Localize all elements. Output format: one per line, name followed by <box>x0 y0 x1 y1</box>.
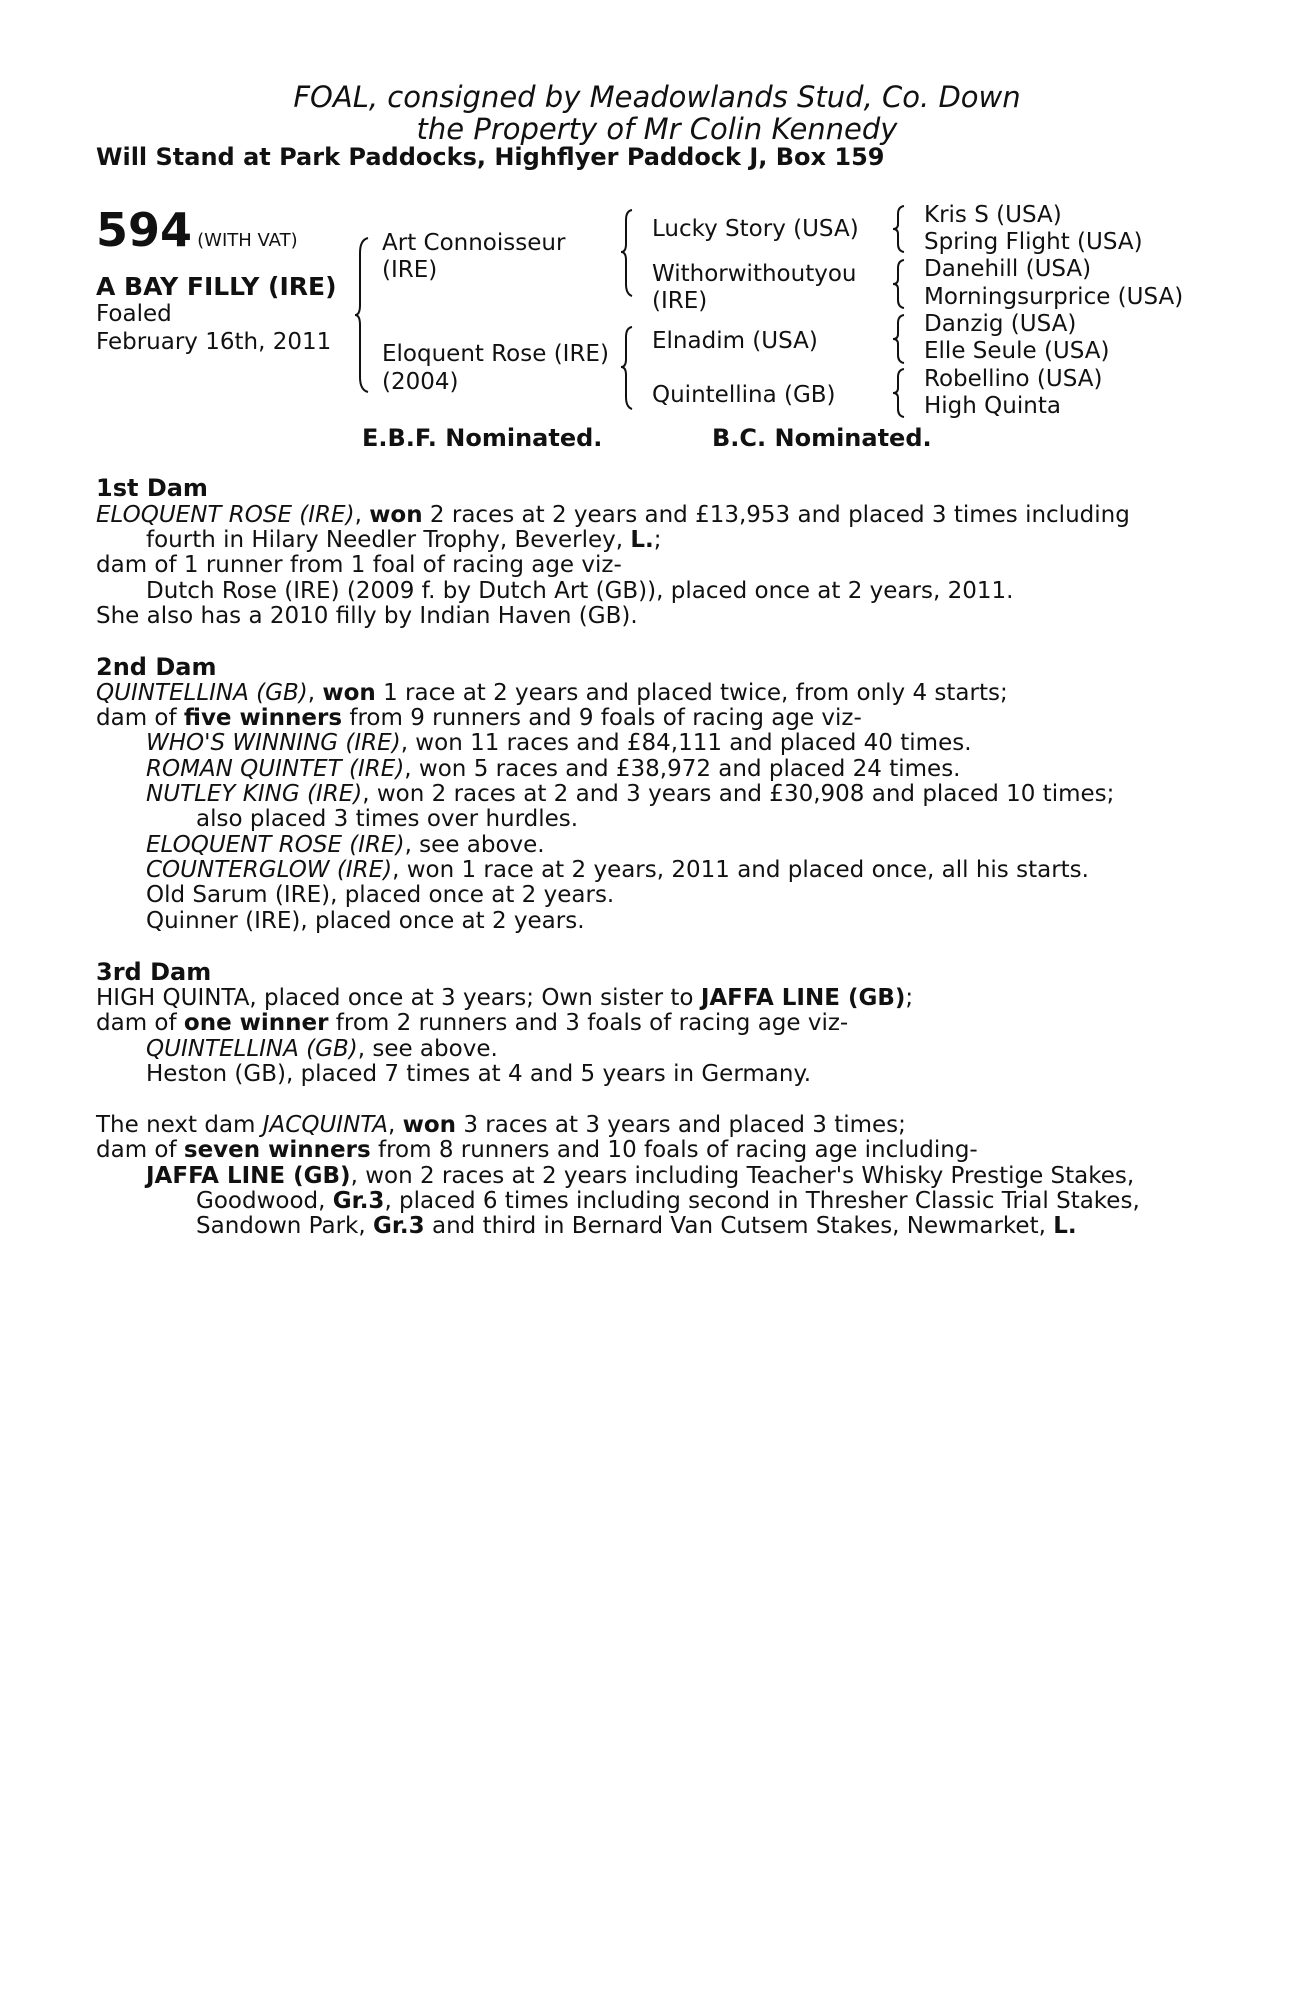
consignor-line: FOAL, consigned by Meadowlands Stud, Co. Down <box>293 80 1021 114</box>
sire-dam-name: Withorwithoutyou <box>652 261 857 287</box>
listed-label: L. <box>1053 1213 1077 1239</box>
horse-name: NUTLEY KING (IRE) <box>146 781 363 807</box>
horse-name: ELOQUENT ROSE (IRE) <box>146 832 405 858</box>
line-text: , won 1 race at 2 years, 2011 and placed once, all his starts. <box>392 857 1089 883</box>
line-text: , placed 6 times including second in Thresher Classic Trial Stakes, <box>384 1188 1140 1214</box>
horse-name: JACQUINTA <box>262 1112 388 1138</box>
horse-name: ELOQUENT ROSE (IRE) <box>96 502 355 528</box>
first-dam-line-3: dam of 1 runner from 1 foal of racing age viz- <box>96 552 622 578</box>
ebf-nominated: E.B.F. Nominated. <box>362 424 603 452</box>
first-dam-line-4: Dutch Rose (IRE) (2009 f. by Dutch Art (GB)), placed once at 2 years, 2011. <box>146 578 1014 604</box>
sire-sire-dam: Spring Flight (USA) <box>924 229 1143 255</box>
line-text: , won 2 races at 2 years including Teacher's Whisky Prestige Stakes, <box>350 1163 1135 1189</box>
pedigree-brace-main <box>354 235 374 395</box>
second-dam-title: 2nd Dam <box>96 653 217 681</box>
line-text: HIGH QUINTA, placed once at 3 years; Own sister to <box>96 985 701 1011</box>
group-label: Gr.3 <box>372 1213 425 1239</box>
brace-elnadim <box>892 313 908 365</box>
foaled-label: Foaled <box>96 301 172 327</box>
line-text: dam of <box>96 705 184 731</box>
line-text: , won 11 races and £84,111 and placed 40 times. <box>400 730 972 756</box>
line-text: dam of <box>96 1137 184 1163</box>
separator: , <box>387 1112 403 1138</box>
horse-name: QUINTELLINA (GB) <box>96 680 308 706</box>
sire-sire: Lucky Story (USA) <box>652 216 859 242</box>
group-label: Gr.3 <box>332 1188 385 1214</box>
second-dam-line-9: Old Sarum (IRE), placed once at 2 years. <box>146 882 615 908</box>
first-dam-line-5: She also has a 2010 filly by Indian Haven (GB). <box>96 603 638 629</box>
dam-sire-sire: Danzig (USA) <box>924 311 1077 337</box>
line-text: 1 race at 2 years and placed twice, from only 4 starts; <box>375 680 1008 706</box>
next-dam-line-2 <box>96 1137 978 1163</box>
horse-name: ROMAN QUINTET (IRE) <box>146 756 405 782</box>
won-label: won <box>369 502 423 528</box>
sire-sire-sire: Kris S (USA) <box>924 202 1062 228</box>
second-dam-line-3 <box>146 730 972 756</box>
dam-dam-sire: Robellino (USA) <box>924 366 1103 392</box>
next-dam-line-5 <box>196 1213 1077 1239</box>
second-dam-line-1 <box>96 680 1008 706</box>
line-text: , see above. <box>404 832 545 858</box>
sire-name: Art Connoisseur <box>382 230 566 256</box>
line-text: fourth in Hilary Needler Trophy, Beverley, <box>146 527 631 553</box>
first-dam-line-2 <box>146 527 662 553</box>
line-text: dam of <box>96 1010 184 1036</box>
separator: , <box>307 680 323 706</box>
line-text: and third in Bernard Van Cutsem Stakes, Newmarket, <box>424 1213 1054 1239</box>
horse-name: COUNTERGLOW (IRE) <box>146 857 393 883</box>
first-dam-title: 1st Dam <box>96 474 208 502</box>
sire-dam-country: (IRE) <box>652 288 708 314</box>
dam-dam: Quintellina (GB) <box>652 382 836 408</box>
first-dam-line-1 <box>96 502 1130 528</box>
next-dam-line-1 <box>96 1112 906 1138</box>
listed-label: L. <box>630 527 654 553</box>
line-text: from 8 runners and 10 foals of racing age including- <box>370 1137 978 1163</box>
second-dam-line-5 <box>146 781 1114 807</box>
second-dam-line-4 <box>146 756 961 782</box>
second-dam-line-2 <box>96 705 862 731</box>
dam-dam-dam: High Quinta <box>924 393 1061 419</box>
brace-lucky-story <box>892 204 908 254</box>
winners-count: one winner <box>183 1010 329 1036</box>
next-dam-line-4 <box>196 1188 1140 1214</box>
third-dam-line-1 <box>96 985 913 1011</box>
line-text: , won 2 races at 2 and 3 years and £30,908 and placed 10 times; <box>362 781 1115 807</box>
pedigree-brace-sire <box>620 208 636 298</box>
third-dam-line-2 <box>96 1010 848 1036</box>
line-text: 2 races at 2 years and £13,953 and placed 3 times including <box>422 502 1130 528</box>
line-text: , won 5 races and £38,972 and placed 24 times. <box>404 756 961 782</box>
brace-withorwithoutyou <box>892 258 908 310</box>
foaled-date: February 16th, 2011 <box>96 329 332 355</box>
third-dam-line-3 <box>146 1036 498 1062</box>
line-text: from 2 runners and 3 foals of racing age viz- <box>328 1010 849 1036</box>
line-text: The next dam <box>96 1112 263 1138</box>
line-text: 3 races at 3 years and placed 3 times; <box>456 1112 906 1138</box>
separator: , <box>354 502 370 528</box>
line-text: Goodwood, <box>196 1188 333 1214</box>
next-dam-line-3 <box>146 1163 1134 1189</box>
dam-sire-dam: Elle Seule (USA) <box>924 338 1110 364</box>
property-line: the Property of Mr Colin Kennedy <box>416 112 898 146</box>
dam-name: Eloquent Rose (IRE) <box>382 341 609 367</box>
horse-name: WHO'S WINNING (IRE) <box>146 730 401 756</box>
dam-sire: Elnadim (USA) <box>652 328 818 354</box>
sire-country: (IRE) <box>382 257 438 283</box>
pedigree-brace-dam <box>620 325 636 410</box>
sire-dam-dam: Morningsurprice (USA) <box>924 284 1184 310</box>
lot-name: A BAY FILLY (IRE) <box>96 272 337 301</box>
second-dam-line-7 <box>146 832 545 858</box>
third-dam-title: 3rd Dam <box>96 958 212 986</box>
won-label: won <box>322 680 376 706</box>
vat-note: (WITH VAT) <box>197 230 298 251</box>
horse-name: QUINTELLINA (GB) <box>146 1036 358 1062</box>
horse-name: JAFFA LINE (GB) <box>700 985 906 1011</box>
won-label: won <box>402 1112 457 1138</box>
line-text: , see above. <box>357 1036 498 1062</box>
winners-count: seven winners <box>183 1137 371 1163</box>
lot-heading <box>96 203 298 257</box>
line-text: Sandown Park, <box>196 1213 373 1239</box>
brace-quintellina <box>892 367 908 419</box>
second-dam-line-6: also placed 3 times over hurdles. <box>196 806 579 832</box>
line-text: ; <box>653 527 662 553</box>
dam-year: (2004) <box>382 369 459 395</box>
line-text: from 9 runners and 9 foals of racing age viz- <box>342 705 862 731</box>
line-text: ; <box>905 985 914 1011</box>
lot-number: 594 <box>96 203 193 257</box>
third-dam-line-4: Heston (GB), placed 7 times at 4 and 5 years in Germany. <box>146 1061 812 1087</box>
sire-dam-sire: Danehill (USA) <box>924 256 1092 282</box>
horse-name: JAFFA LINE (GB) <box>146 1163 351 1189</box>
second-dam-line-10: Quinner (IRE), placed once at 2 years. <box>146 908 585 934</box>
winners-count: five winners <box>183 705 343 731</box>
second-dam-line-8 <box>146 857 1089 883</box>
bc-nominated: B.C. Nominated. <box>712 424 932 452</box>
stand-line: Will Stand at Park Paddocks, Highflyer Paddock J, Box 159 <box>96 143 885 171</box>
